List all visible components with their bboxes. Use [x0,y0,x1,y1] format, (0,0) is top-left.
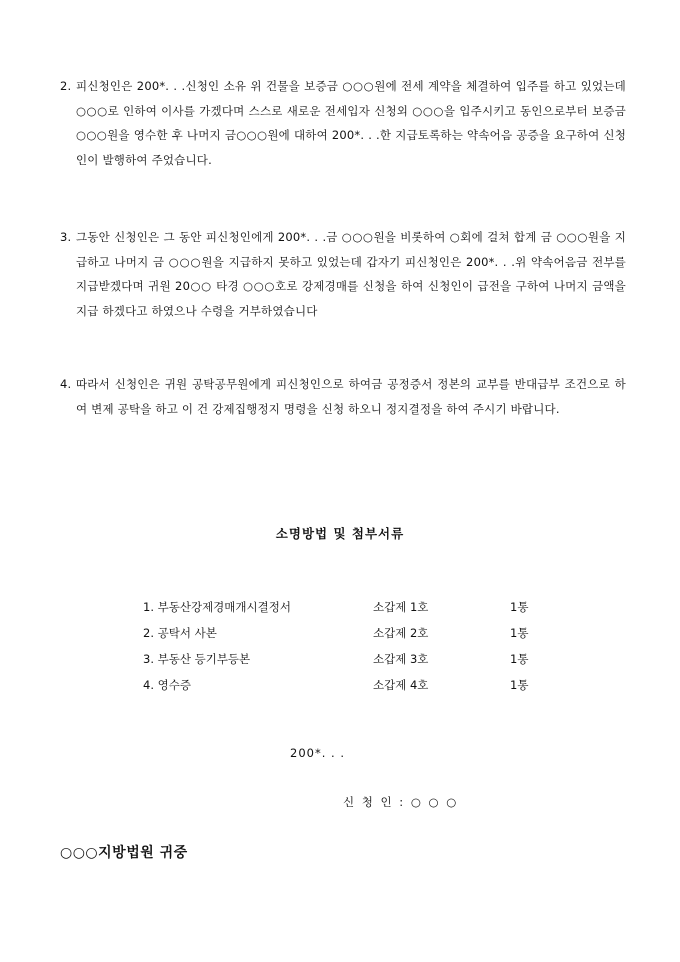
attachment-name: 1. 부동산강제경매개시결정서 [143,600,291,614]
attachment-code: 소갑제 4호 [373,678,429,692]
document-date: 200*. . . [290,746,345,760]
attachment-code: 소갑제 3호 [373,652,429,666]
paragraph-number: 2. [60,79,72,93]
paragraph-4 [60,372,626,421]
attachment-copies: 1통 [510,626,529,640]
attachment-row [143,625,563,651]
attachment-row [143,651,563,677]
paragraph-text: 피신청인은 200*. . .신청인 소유 위 건물을 보증금 ○○○원에 전세 계약을 체결하여 입주를 하고 있었는데 ○○○로 인하여 이사를 가겠다며 스스로 새로운 전세입자 신청외 ○○○을 입주시키고 동인으로부터 보증금 ○○○원을 영수한 후 나머지 금○○○원에 대하여 200*. . .한 지급토록하는 약속어음 공증을 요구하여 신청인이 발행하여 주었습니다. [76,79,626,167]
paragraph-2 [60,74,626,172]
attachments-list [143,599,563,703]
paragraph-number: 4. [60,377,72,391]
attachment-name: 4. 영수증 [143,678,191,692]
attachment-name: 3. 부동산 등기부등본 [143,652,251,666]
attachment-copies: 1통 [510,600,529,614]
paragraph-number: 3. [60,230,72,244]
attachment-row [143,677,563,703]
attachment-copies: 1통 [510,652,529,666]
paragraph-text: 그동안 신청인은 그 동안 피신청인에게 200*. . .금 ○○○원을 비롯하여 ○회에 걸쳐 합계 금 ○○○원을 지급하고 나머지 금 ○○○원을 지급하지 못하고 있었는데 갑자기 피신청인은 200*. . .위 약속어음금 전부를 지급받겠다며 귀원 20○○ 타경 ○○○호로 강제경매를 신청을 하여 신청인이 급전을 구하여 나머지 금액을 지급 하겠다고 하였으나 수령을 거부하였습니다 [76,230,626,318]
paragraph-3 [60,225,626,323]
attachments-heading: 소명방법 및 첨부서류 [275,526,405,541]
court-addressee: ○○○지방법원 귀중 [60,845,188,861]
paragraph-text: 따라서 신청인은 귀원 공탁공무원에게 피신청인으로 하여금 공정증서 정본의 교부를 반대급부 조건으로 하여 변제 공탁을 하고 이 건 강제집행정지 명령을 신청 하오니 정지결정을 하여 주시기 바랍니다. [76,377,626,416]
attachment-code: 소갑제 1호 [373,600,429,614]
applicant-signature: 신 청 인 : ○ ○ ○ [343,795,459,809]
attachment-copies: 1통 [510,678,529,692]
attachment-row [143,599,563,625]
attachment-name: 2. 공탁서 사본 [143,626,217,640]
attachment-code: 소갑제 2호 [373,626,429,640]
